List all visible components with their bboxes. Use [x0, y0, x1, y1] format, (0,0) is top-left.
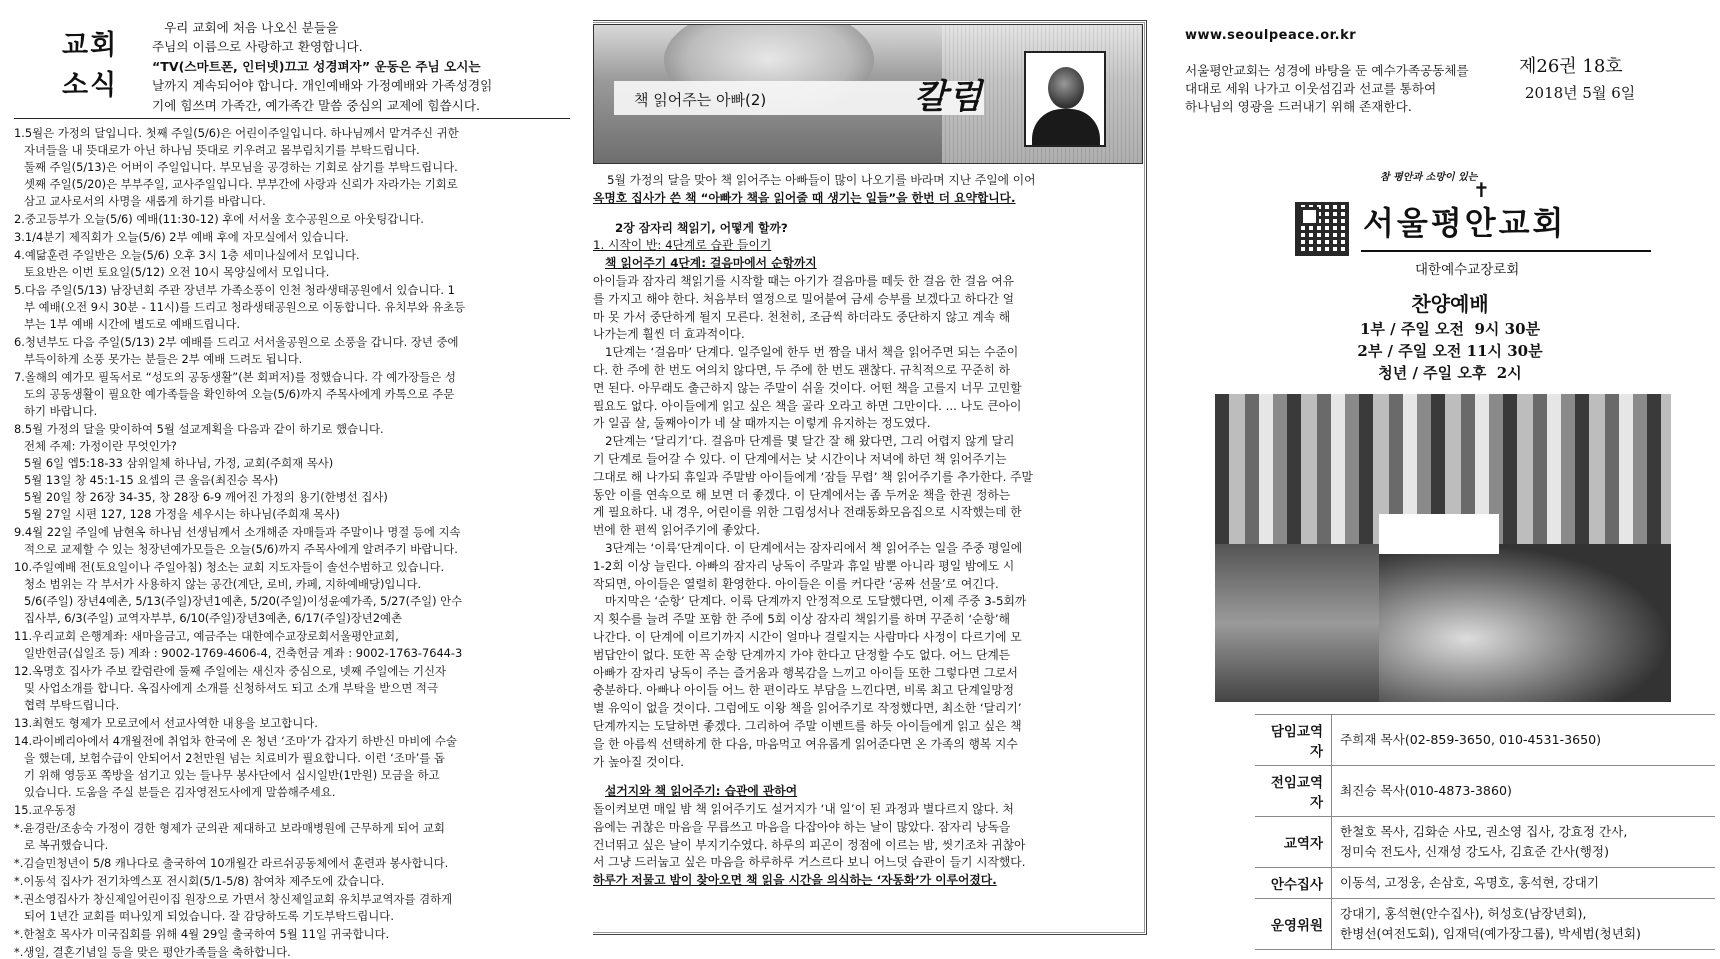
article-line: 기 단계로 들어갈 수 있다. 이 단계에서는 낮 시간이나 저녁에 하던 책 읽어주기는	[593, 451, 1007, 466]
denomination: 대한예수교장로회	[1415, 262, 1520, 278]
article-line: 단계까지는 도달하면 좋겠다. 그리하여 주말 이벤트를 하듯 아이들에게 읽고 싶은 책	[593, 718, 1022, 733]
article-line: 나가는게 훨씬 더 효과적이다.	[593, 327, 745, 342]
news-item	[14, 802, 570, 819]
article-line: 게 필요하다. 내 경우, 어린이를 위한 그림성서나 전래동화모음집으로 시작했는데 한	[593, 505, 1022, 520]
author-suit	[1032, 109, 1100, 145]
news-item	[14, 229, 570, 246]
news-line: 을 했는데, 보험수급이 안되어서 2천만원 넘는 치료비가 필요합니다. 이런 ‘조마’를 돕	[24, 751, 446, 765]
news-line: 3.1/4분기 제직회가 오늘(5/6) 2부 예배 후에 자모실에서 있습니다.	[14, 230, 349, 244]
staff-row	[1255, 817, 1715, 868]
article-line: 건너뛰고 싶은 날이 부지기수였다. 하루의 피곤이 정점에 이르는 밤, 씻기조차 귀찮아	[593, 837, 1026, 852]
news-item	[14, 733, 570, 801]
news-line: 로 복귀했습니다.	[24, 838, 109, 852]
article-line: 돌이켜보면 매일 밤 책 읽어주기도 설거지가 ‘내 일’이 된 과정과 별다르지 않다. 처	[593, 802, 1014, 817]
church-logo	[1185, 168, 1715, 280]
article-line: 지 횟수를 늘려 주말 포함 한 주에 5회 이상 잠자리 책읽기를 하며 꾸준히 ‘순항’해	[593, 612, 1011, 627]
staff-line: 정미숙 전도사, 신재성 강도사, 김효준 간사(행정)	[1340, 844, 1609, 859]
chapter-heading: 2장 잠자리 책읽기, 어떻게 할까?	[615, 220, 788, 235]
article-line: 마지막은 ‘순항’ 단계다. 이륙 단계까지 안정적으로 도달했다면, 이제 주중 3-5회까	[605, 594, 1027, 609]
news-item	[14, 944, 570, 959]
church-news-column	[14, 0, 570, 959]
qr-code-icon	[1295, 202, 1349, 256]
article-line: 을 한 아름씩 선택하게 한 다음, 마음먹고 여유롭게 읽어준다면 온 가족의 행복 지수	[593, 736, 1018, 751]
step-heading: 책 읽어주기 4단계: 걸음마에서 순항까지	[605, 256, 817, 271]
staff-role: 교역자	[1255, 817, 1332, 868]
staff-line: 최진승 목사(010-4873-3860)	[1340, 783, 1512, 798]
news-line: 전체 주제: 가정이란 무엇인가?	[24, 439, 177, 453]
news-line: 하기 바랍니다.	[24, 404, 98, 418]
news-item	[14, 125, 570, 210]
article-line: 가 높아질 것이다.	[593, 754, 685, 769]
staff-line: 한철호 목사, 김화순 사모, 권소영 집사, 강효정 간사,	[1340, 824, 1628, 839]
intro-line: 옥명호 집사가 쓴 책 “아빠가 책을 읽어줄 때 생기는 일들”을 한번 더 요약합니다.	[593, 190, 1016, 205]
staff-row	[1255, 766, 1715, 817]
staff-line: 이동석, 고정웅, 손삼호, 옥명호, 홍석현, 강대기	[1340, 875, 1600, 890]
staff-line: 주희재 목사(02-859-3650, 010-4531-3650)	[1340, 732, 1602, 747]
slogan: 참 평안과 소망이 있는	[1380, 172, 1478, 183]
article-line: 를 가지고 해야 한다. 처음부터 열정으로 밀어붙여 금세 승부를 보겠다고 하다간 얼	[593, 291, 1015, 306]
news-line: 자녀들을 내 뜻대로가 아닌 하나님 뜻대로 키우려고 몸부림치기를 부탁드립니다.	[24, 143, 420, 157]
staff-row	[1255, 715, 1715, 766]
staff-role: 운영위원	[1255, 899, 1332, 950]
photo-children	[1379, 544, 1671, 702]
article-paragraphs	[593, 273, 1143, 771]
staff-names	[1332, 868, 1716, 899]
author-face	[1048, 67, 1084, 109]
news-line: *.권소영집사가 창신제일어린이집 원장으로 가면서 창신제일교회 유치부교역자를 겸하게	[14, 892, 453, 906]
article-line: 2단계는 ‘달리기’다. 걸음마 단계를 몇 달간 잘 해 왔다면, 그리 어렵지 않게 달리	[605, 434, 1015, 449]
news-line: 청소 범위는 각 부서가 사용하지 않는 공간(계단, 로비, 카페, 지하예배당)입니다.	[24, 577, 422, 591]
article-line: 3단계는 ‘이륙’단계이다. 이 단계에서는 잠자리에서 책 읽어주는 일을 주중 평일에	[605, 540, 1023, 555]
staff-names	[1332, 715, 1716, 766]
news-item	[14, 891, 570, 925]
prayer-photo	[1215, 394, 1671, 702]
news-list	[14, 125, 570, 959]
news-line: 적으로 교제할 수 있는 청장년예가모들은 오늘(5/6)까지 주목사에게 알려주기 바랍니다.	[24, 542, 458, 556]
news-item	[14, 926, 570, 943]
column-banner	[593, 24, 1143, 164]
news-item	[14, 559, 570, 627]
news-item	[14, 855, 570, 872]
staff-names	[1332, 766, 1716, 817]
news-line: 부득이하게 소풍 못가는 분들은 2부 예배 드려도 됩니다.	[24, 352, 303, 366]
article-line: 작되면, 아이들은 열렬히 환영한다. 아이들은 이를 커다란 ‘공짜 선물’로 여긴다.	[593, 576, 999, 591]
staff-line: 한병선(여전도회), 임재덕(예가장그룹), 박세범(청년회)	[1340, 926, 1641, 941]
staff-role: 전임교역자	[1255, 766, 1332, 817]
article-line: 음에는 귀찮은 마음을 무릅쓰고 마음을 다잡아야 하는 날이 많았다. 잠자리 낭독을	[593, 819, 1011, 834]
news-line: 5월 13일 창 45:1-15 요셉의 큰 울음(최진승 목사)	[24, 473, 279, 487]
staff-line: 강대기, 홍석현(안수집사), 허성호(남장년회),	[1340, 906, 1587, 921]
worship-title: 찬양예배	[1411, 292, 1489, 316]
news-line: 토요반은 이번 토요일(5/12) 오전 10시 목양실에서 모입니다.	[24, 265, 330, 279]
logo-underline	[1361, 250, 1651, 252]
mission-statement: 서울평안교회는 성경에 바탕을 둔 예수가족공동체를 대대로 세워 나가고 이웃섬김과 선교를 통하여 하나님의 영광을 드러내기 위해 존재한다.	[1185, 63, 1469, 114]
news-item	[14, 369, 570, 420]
news-title: 교회 소식	[62, 30, 119, 101]
news-line: 5/6(주일) 장년4예촌, 5/13(주일)장년1예촌, 5/20(주일)이성윤예가족, 5/27(주일) 안수	[24, 594, 463, 608]
intro-line: 5월 가정의 달을 맞아 책 읽어주는 아빠들이 많이 나오기를 바라며 지난 주일에 이어	[607, 173, 1036, 187]
news-line: 일반헌금(십일조 등) 계좌 : 9002-1769-4606-4, 건축헌금 계좌 : 9002-1763-7644-3	[24, 646, 463, 660]
cross-icon: ✝	[1473, 178, 1490, 202]
news-line: *.이동석 집사가 전기차엑스포 전시회(5/1-5/8) 참여차 제주도에 갔습니다.	[14, 874, 385, 888]
staff-role: 안수집사	[1255, 868, 1332, 899]
article-line: 범답안이 없다. 또한 꼭 순항 단계까지 가야 한다고 단정할 수도 없다. 어느 단계든	[593, 647, 1011, 662]
news-line: 2.중고등부가 오늘(5/6) 예배(11:30-12) 후에 서서울 호수공원으로 아웃팅갑니다.	[14, 212, 424, 226]
article-line: 마 못 가서 중단하게 될지 모른다. 천천히, 조금씩 하더라도 중단하지 않고 계속 해	[593, 309, 1011, 324]
column-article	[593, 0, 1149, 959]
news-line: 4.예닮훈련 주일반은 오늘(5/6) 오후 3시 1층 세미나실에서 모입니다.	[14, 248, 360, 262]
news-line: 삼고 교사로서의 사명을 새롭게 하기를 바랍니다.	[24, 194, 266, 208]
news-line: 13.최현도 형제가 모로코에서 선교사역한 내용을 보고합니다.	[14, 716, 318, 730]
news-line: 15.교우동정	[14, 803, 77, 817]
news-item	[14, 628, 570, 662]
staff-names	[1332, 817, 1716, 868]
news-item	[14, 873, 570, 890]
news-line: 14.라이베리아에서 4개월전에 취업차 한국에 온 청년 ‘조마’가 갑자기 하반신 마비에 수술	[14, 734, 457, 748]
news-line: 집사부, 6/3(주일) 교역자부부, 6/10(주일)장년3예촌, 6/17(주일)장년2예촌	[24, 611, 403, 625]
article-body	[593, 172, 1143, 890]
news-line: 되어 1년간 교회를 떠나있게 되었습니다. 잘 감당하도록 기도부탁드립니다.	[24, 909, 394, 923]
article-line: 가 일곱 살, 둘째아이가 네 살 때까지는 이렇게 유지하는 정도였다.	[593, 416, 931, 431]
news-line: 있습니다. 도움을 주실 분들은 김자영전도사에게 말씀해주세요.	[24, 785, 336, 799]
news-item	[14, 334, 570, 368]
article-line: 면 된다. 아무래도 출근하지 않는 주말이 쉬울 것이다. 어떤 책을 고를지 너무 고민할	[593, 380, 1022, 395]
news-line: *.한철호 목사가 미국집회를 위해 4월 29일 출국하여 5월 11일 귀국합니다.	[14, 927, 390, 941]
section2-heading: 설거지와 책 읽어주기: 습관에 관하여	[605, 784, 798, 799]
article-line: 번에 한 편씩 읽어주기에 좋았다.	[593, 523, 760, 538]
article-line: 충분하다. 아빠나 아이들 어느 한 편이라도 부담을 느낀다면, 비록 최고 단계일망정	[593, 683, 1015, 698]
article-line: 1-2회 이상 늘린다. 아빠의 잠자리 낭독이 주말과 휴일 밤뿐 아니라 평일 밤에도 시	[593, 558, 1015, 573]
news-line: 6.청년부도 다음 주일(5/13) 2부 예배를 드리고 서서울공원으로 소풍을 갑니다. 장년 중에	[14, 335, 459, 349]
article-line: 아빠가 잠자리 낭독이 주는 즐거움과 행복감을 느끼고 아이들 또한 그렇다면 그로서	[593, 665, 1018, 680]
news-item	[14, 663, 570, 714]
column-label: 칼럼	[914, 77, 984, 117]
staff-role: 담임교역자	[1255, 715, 1332, 766]
worship-time: 2부 / 주일 오전 11시 30분	[1357, 342, 1543, 360]
article-line: 하루가 저물고 밤이 찾아오면 책 읽을 시간을 의식하는 ‘자동화’가 이루어졌다.	[593, 873, 997, 888]
cover-column	[1185, 0, 1715, 959]
news-line: 부는 1부 예배 시간에 별도로 예배드립니다.	[24, 317, 241, 331]
news-item	[14, 247, 570, 281]
staff-table	[1255, 714, 1715, 950]
news-line: 9.4월 22일 주일에 남현옥 하나님 선생님께서 소개해준 자매들과 주말이나 명절 등에 지속	[14, 525, 461, 539]
news-line: *.생일, 결혼기념일 등을 맞은 평안가족들을 축하합니다.	[14, 945, 291, 959]
news-line: 5월 27일 시편 127, 128 가정을 세우시는 하나님(주희재 목사)	[24, 507, 340, 521]
news-line: 둘째 주일(5/13)은 어버이 주일입니다. 부모님을 공경하는 기회로 삼기를 부탁드립니다.	[24, 160, 458, 174]
article-line: 1단계는 ‘걸음마’ 단계다. 일주일에 한두 번 짬을 내서 책을 읽어주면 되는 수준이	[605, 345, 1019, 360]
welcome-intro: 우리 교회에 처음 나오신 분들을 주님의 이름으로 사랑하고 환영합니다. “TV(스마트폰, 인터넷)끄고 성경펴자” 운동은 주님 오시는 날까지 계속되어야 합니다. 개인예배와 가정예배와 가족성경읽 기에 힘쓰며 가족간, 예가족간 말씀 중심의 교제에 힘씁시다.	[152, 20, 493, 113]
news-line: 5월 20일 창 26장 34-35, 창 28장 6-9 깨어진 가정의 용기(한병선 집사)	[24, 490, 388, 504]
news-line: 11.우리교회 은행계좌: 새마을금고, 예금주는 대한예수교장로회서울평안교회,	[14, 629, 399, 643]
news-line: 1.5월은 가정의 달입니다. 첫째 주일(5/6)은 어린이주일입니다. 하나님께서 맡겨주신 귀한	[14, 126, 459, 140]
news-item	[14, 524, 570, 558]
news-item	[14, 282, 570, 333]
article-line: 다. 한 주에 한 번도 여의치 않다면, 두 주에 한 번도 괜찮다. 규칙적으로 꾸준히 하	[593, 362, 1011, 377]
news-item	[14, 715, 570, 732]
news-line: *.김슬민청년이 5/8 캐나다로 출국하여 10개월간 라르쉬공동체에서 훈련과 봉사합니다.	[14, 856, 449, 870]
news-line: 5월 6일 엡5:18-33 삼위일체 하나님, 가정, 교회(주희재 목사)	[24, 456, 334, 470]
article-line: 별 유익이 없을 것이다. 그럼에도 이왕 책을 읽어주기로 작정했다면, 최소한 ‘달리기’	[593, 701, 1022, 716]
article-line: 필요도 없다. 아이들에게 읽고 싶은 책을 골라 오라고 하면 그만이다. ... 나도 큰아이	[593, 398, 1022, 413]
news-line: 도의 공동생활이 필요한 예가족들을 확인하여 오늘(5/6)까지 주목사에게 카톡으로 주문	[24, 387, 455, 401]
news-line: 7.올해의 예가모 필독서로 “성도의 공동생활”(본 회퍼저)를 정했습니다. 각 예가장들은 성	[14, 370, 456, 384]
news-line: 5.다음 주일(5/13) 남장년회 주관 장년부 가족소풍이 인천 청라생태공원에서 있습니다. 1	[14, 283, 455, 297]
news-line: 부 예배(오전 9시 30분 - 11시)를 드리고 청라생태공원으로 이동합니다. 유치부와 유초등	[24, 300, 466, 314]
issue-number: 제26권 18호	[1519, 56, 1623, 77]
news-item	[14, 820, 570, 854]
article-line: 그대로 해 나가되 휴일과 주말밤 아이들에게 ‘잠들 무렵’ 책 읽어주기를 추가한다. 주말	[593, 469, 1033, 484]
news-item	[14, 421, 570, 523]
article-line: 나간다. 이 단계에 이르기까지 시간이 얼마나 걸릴지는 사람마다 사정이 다르기에 모	[593, 629, 1022, 644]
worship-time: 청년 / 주일 오후 2시	[1378, 364, 1522, 382]
news-line: 협력 부탁드립니다.	[24, 698, 120, 712]
news-line: 8.5월 가정의 달을 맞이하여 5월 설교계획을 다음과 같이 하기로 했습니다.	[14, 422, 384, 436]
author-photo	[1024, 51, 1106, 147]
staff-row	[1255, 899, 1715, 950]
news-line: 10.주일예배 전(토요일이나 주일아침) 청소는 교회 지도자들이 솔선수범하고 있습니다.	[14, 560, 445, 574]
staff-names	[1332, 899, 1716, 950]
church-name: 서울평안교회	[1363, 204, 1567, 242]
news-header	[14, 0, 570, 119]
issue-date: 2018년 5월 6일	[1525, 84, 1636, 102]
staff-row	[1255, 868, 1715, 899]
article-line: 아이들과 잠자리 책읽기를 시작할 때는 아기가 걸음마를 떼듯 한 걸음 한 걸음 여유	[593, 273, 1015, 288]
news-line: 기 위해 영등포 쪽방을 섬기고 있는 들나무 봉사단에서 십시일반(1만원) 모금을 하고	[24, 768, 440, 782]
article-paragraphs-2	[593, 801, 1143, 890]
column-title: 책 읽어주는 아빠(2)	[634, 91, 767, 109]
photo-gap	[1379, 514, 1499, 554]
news-line: 셋째 주일(5/20)은 부부주일, 교사주일입니다. 부부간에 사랑과 신뢰가 자라가는 기회로	[24, 177, 458, 191]
news-line: 12.옥명호 집사가 주보 칼럼란에 둘째 주일에는 새신자 중심으로, 넷째 주일에는 기신자	[14, 664, 447, 678]
photo-kneeling	[1215, 544, 1379, 702]
section-heading: 1. 시작이 반: 4단계로 습관 들이기	[593, 238, 772, 253]
news-line: 및 사업소개를 합니다. 옥집사에게 소개를 신청하셔도 되고 소개 부탁을 받으면 적극	[24, 681, 438, 695]
website-url[interactable]: www.seoulpeace.or.kr	[1185, 28, 1357, 43]
news-line: *.윤경란/조송숙 가정이 경한 형제가 군의관 제대하고 보라매병원에 근무하게 되어 교회	[14, 821, 445, 835]
news-item	[14, 211, 570, 228]
worship-time: 1부 / 주일 오전 9시 30분	[1360, 320, 1540, 338]
article-line: 동안 이를 연속으로 해 보면 더 좋겠다. 이 단계에서는 좀 두꺼운 책을 한권 정하는	[593, 487, 1011, 502]
article-line: 서 그냥 드러눕고 싶은 마음을 하루하루 거스르다 보니 어느덧 습관이 들기 시작했다.	[593, 855, 1026, 870]
